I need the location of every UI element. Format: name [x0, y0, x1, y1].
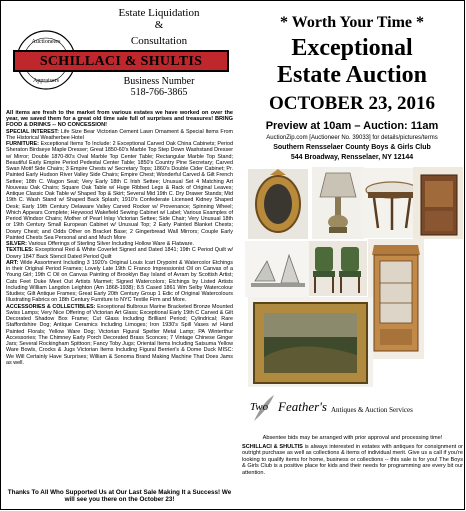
section-text: Exceptional Items To Include: 2 Exceptional Carved Oak China Cabinets; Period Sheraton Birdseye Maple Dresser; Great 1850-60's Marble Top Step Down Washstand Dresser w/ Mirror; Double 1870-80's Oval Marble Top Center Table; Rectangular Marble Top Stand; Beautiful Early Empire Period Pedestal Center Table; 1850's Country Pine Secretary; Carved Swan Motif Side Chairs; 3 Empire Chests w/ Secretary Tops; 1860's Double Cider Cabinet; Pr. Painted Early Hudson River Valley Side Chairs; Empire Chest; Wonderful Carved & Gilt French Settee; 18th C. Wagon Seat; Very Early 18th C Irish Settee; Unusual Set 4 Matching Art Nouveau Oak Chairs; Square Oak Table w/ Huge Ribbed Legs & Rack of Original Leaves; Antique Classic Oak Table w/ Shaped Top & Skirt; Several Mid 19th C. Dry Drawer Stands; Mid 19th C. Wash Stand w/ Shaped Back Splash; 1910's Confederate Licensed Kidney Shaped Desk; Early 19th Century Delaware Valley Carved Rocker w/ Provenance; Spinning Wheel; Which Appears Complete; Heywood Wakefield Sewing Cabinet w/ Label; Various Examples of Period Windsor Chairs; Mother of Pearl Inlay Victorian Settee; Side Chair; Very Unusual 18th or 19th Century Small European Cabinet w/ Unusual Top; 2 Early Painted Blanket Chests; Dowry Chest; and Odds Other on Bracket Base; 2 Gingerbread Wall Mirrors; Couple Early Painted Chests Sea Personal and and Much More — [6, 141, 234, 241]
service-line — [84, 7, 234, 31]
section-furniture — [6, 141, 233, 241]
exceptional-heading: Exceptional — [291, 35, 413, 61]
company-name-banner — [13, 50, 229, 72]
venue-address: 544 Broadway, Rensselaer, NY 12144 — [290, 154, 414, 161]
two-feathers-tagline: Antiques & Auction Services — [331, 406, 413, 414]
section-label: SPECIAL INTEREST: — [6, 128, 59, 135]
about-label: SCHILLACI & SHULTIS — [242, 444, 303, 450]
two-feathers-name: Feather's — [278, 399, 327, 414]
section-text: Various Offerings of Sterling Silver Including Hollow Ware & Flatware. — [28, 241, 194, 248]
service-line-1: Estate Liquidation — [118, 7, 200, 19]
section-text: Exceptional Red & White Coverlet Signed and Dated 1841; 19th C Period Quilt w/ Dowry 1847 Back Stencil Dated Period Quilt — [6, 247, 233, 260]
section-label: SILVER: — [6, 241, 27, 248]
two-feathers-two: Two — [250, 401, 269, 413]
venue-name: Southern Rensselaer County Boys & Girls Club — [273, 144, 431, 151]
company-about — [242, 444, 463, 476]
item-listing — [6, 110, 233, 366]
auctionzip-link[interactable]: AuctionZip.com [Auctioneer No. 39033] for details/pictures/terms — [266, 135, 438, 141]
auction-date: OCTOBER 23, 2016 — [269, 93, 435, 114]
section-accessories — [6, 304, 233, 367]
photo-gilt-mirror — [248, 169, 308, 239]
photo-green-chairs — [309, 241, 367, 296]
section-label: FURNITURE: — [6, 141, 39, 148]
photo-cabinet — [413, 167, 463, 239]
section-text: Life Size Bear Victorian Cement Lawn Ornament & Special Items From The Historical Weatherbee Hotel — [6, 128, 234, 141]
section-special-interest — [6, 129, 233, 142]
section-text: Exceptional Bulbrous Marine Bracketed Bronze Mounted Swiss Lamps; Very Nice Offering of Victorian Art Glass; Exceptional Early 19th C Carved & Gilt Decorated Shadow Box Frame; Cut Glass Including Brilliant Period; Cylindrical; Rare Staffordshire Dog; Antique Ceramics Including Limoges; Iron 1930's Spill Vases w/ Hand Painted Florals; Yellow Ware Dog; Victorian Figural Spelter Metal Lamp; PA Winterthur Accessories; The Chimney Early Porch Decorated Brass Sconces; 7 Vintage Chinese Ginger Jars; Several Rockingham Spittoon; Fancy Toby Jugs; Oriental Items Including Satsuma Yellow Ware Bowls, Crocks & Jugs Victorian Items Including Figural Berrieri's & Dome Duck MISC: We Will Certainly Have Surprises; William & Sonoma Brand Making Machine That Does Jams as well. — [6, 303, 233, 366]
photo-china-cabinet — [368, 239, 424, 359]
company-logo — [6, 6, 234, 98]
estate-auction-heading: Estate Auction — [277, 62, 427, 88]
service-line-2: & — [154, 19, 164, 31]
phone-label: Business Number — [123, 76, 195, 87]
thanks-note: Thanks To All Who Supported Us at Our Last Sale Making It a Success! We will see you there on the October 23! — [7, 489, 232, 504]
photo-landscape-painting — [248, 297, 373, 387]
section-label: TEXTILES: — [6, 247, 34, 254]
photo-lamp — [312, 167, 364, 239]
absentee-bids-note: Absentee bids may be arranged with prior approval and processing time! — [262, 435, 443, 441]
worth-your-time-heading: * Worth Your Time * — [279, 14, 425, 31]
photo-silver-pieces — [245, 241, 309, 297]
two-feathers-logo — [248, 393, 463, 431]
phone-number: 518-766-3865 — [130, 87, 188, 98]
preview-times: Preview at 10am – Auction: 11am — [265, 120, 439, 132]
section-label: ACCESSORIES & COLLECTIBLES: — [6, 303, 96, 310]
seal-top-text: Auctioneers — [31, 39, 61, 45]
about-text: is always interested in estates with antiques for consignment or outright purchase as well as collections & items of individual merit. Give us a call if you're looking to qualify items for home, business or collections -- this sale is for you! The Boys & Girls Club is a positive place for kids and their needs for programming are every bit our attention. — [242, 444, 463, 476]
seal-bottom-text: Appraisers — [33, 78, 59, 84]
section-textiles — [6, 247, 233, 260]
intro-text: All items are fresh to the market from various estates we have worked on over the year, we saved them for a great old time sale full of surprises and treasures! BRING FOOD & DRINKS -- NO CONCESSION! — [6, 110, 233, 129]
section-text: Wide Assortment Including 3 1920's Original Louis Icart Drypoint & Watercolor Etchings in their Original Period Frames; Lovely Late 19th C Franco Impressionist Oil on Canvas of a Young Girl; 19th C Oil on Canvas Painting of Brooklyn Bay Island of Avram by Scottish Artist; Cats Feet Duke Meet Out Artists Marmet; Signed Watercolors; Etchings by Listed Artists Including William Langdon Leighton (Am 1868-1938); 8.5 Cased 1861 Wm Selby Watercolour Studies; Gilt Antique Frames; Great Early 20th Century Group 1 Edic of Original Watercolours Illustrating Fabrics on 18th Century Furniture to NYC Textile Firm and More. — [6, 259, 233, 304]
section-label: ART: — [6, 259, 19, 266]
section-art — [6, 260, 233, 304]
company-name: SCHILLACI & SHULTIS — [39, 54, 203, 69]
service-line-3: Consultation — [130, 35, 188, 47]
